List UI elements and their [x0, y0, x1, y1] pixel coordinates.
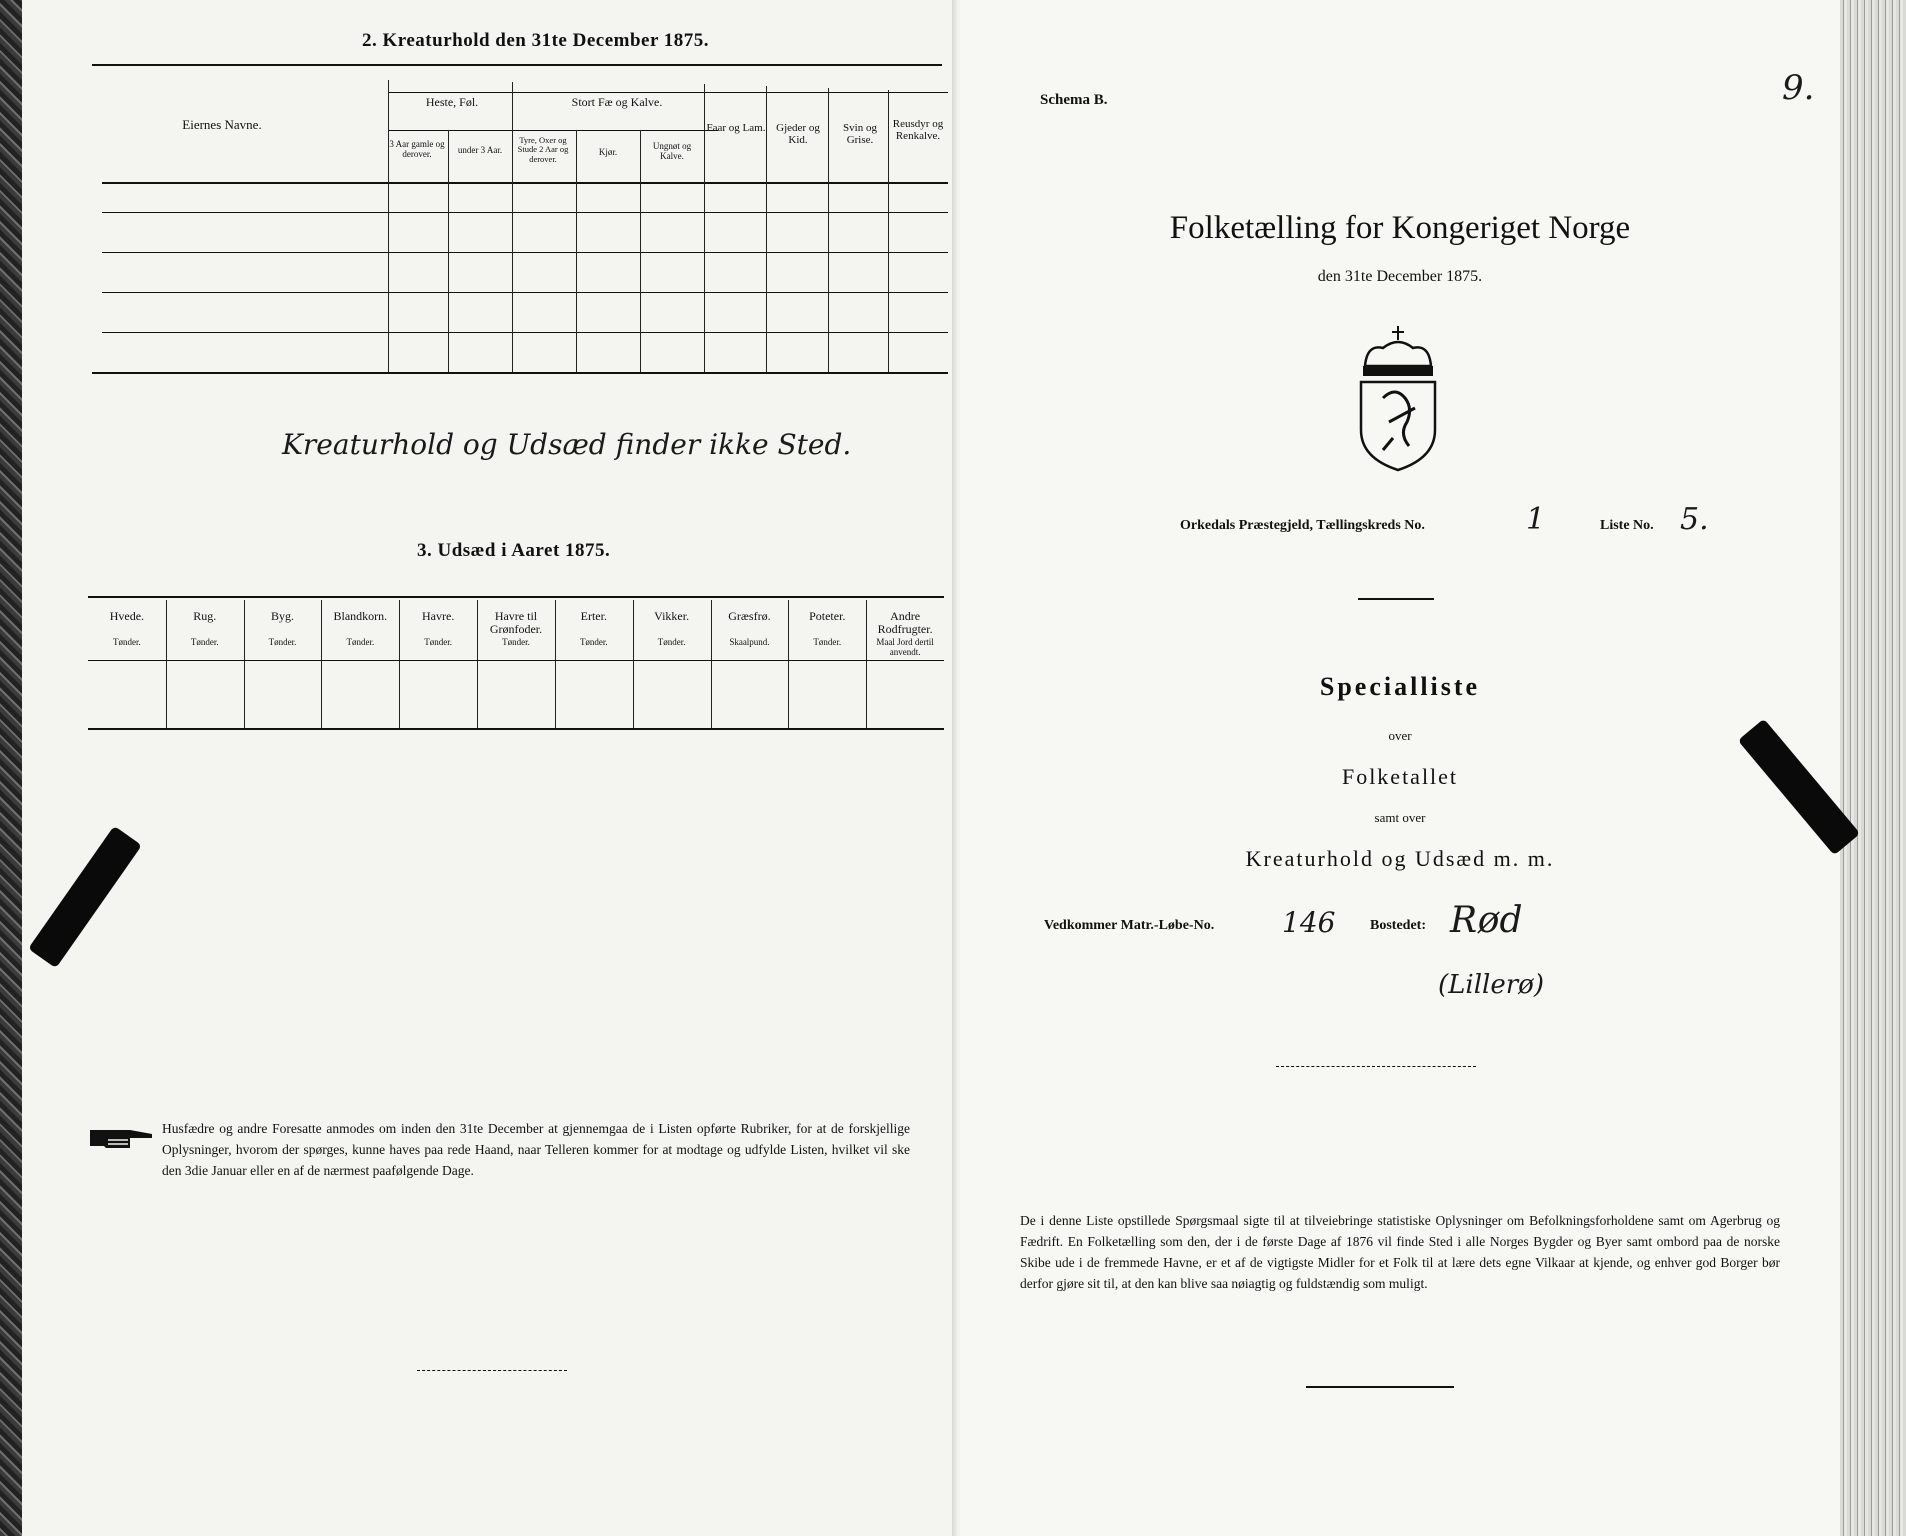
livestock-text: Kreaturhold og Udsæd m. m.	[1245, 846, 1555, 871]
seed-col-unit: Maal Jord dertil anvendt.	[876, 637, 934, 657]
col-cattle: Stort Fæ og Kalve.	[571, 95, 663, 109]
matr-label: Vedkommer Matr.-Løbe-No.	[1044, 918, 1215, 933]
col-owner-names: Eiernes Navne.	[182, 117, 262, 132]
census-title: Folketælling for Kongeriget Norge	[1169, 210, 1631, 246]
seed-col-header: Græsfrø.	[728, 609, 771, 623]
census-date: den 31te December 1875.	[1317, 268, 1483, 285]
rule	[92, 64, 942, 66]
residence-name: Rød	[1450, 900, 1523, 941]
col-goats: Gjeder og Kid.	[776, 122, 820, 147]
col-divider	[244, 600, 245, 728]
col-divider	[888, 90, 889, 372]
seed-col-unit: Tønder.	[502, 637, 530, 647]
col-divider	[633, 600, 634, 728]
table-row	[102, 212, 948, 213]
district-number: 1	[1526, 502, 1546, 537]
seed-col-unit: Tønder.	[657, 637, 686, 647]
col-divider	[704, 84, 705, 372]
special-list-title: Specialliste	[1319, 672, 1481, 701]
parish-label: Orkedals Præstegjeld, Tællingskreds No.	[1180, 518, 1425, 533]
rule	[88, 596, 944, 598]
col-divider	[166, 600, 167, 728]
seed-col-unit: Skaalpund.	[729, 637, 770, 647]
col-divider	[576, 130, 577, 372]
rule	[1306, 1386, 1454, 1388]
seed-col-header: Andre Rodfrugter.	[877, 609, 933, 637]
seed-col-unit: Tønder.	[579, 637, 608, 647]
seed-section-title: 3. Udsæd i Aaret 1875.	[417, 540, 611, 561]
seed-col-header: Rug.	[193, 609, 217, 623]
col-divider	[512, 82, 513, 372]
footer-paragraph: De i denne Liste opstillede Spørgsmaal sigte til at tilveiebringe statistiske Oplysninger om Befolkningsforholdene samt om Agerbrug og Fædrift. En Folketælling som den, der i de første Dage af 1876 vil finde Sted i alle Norges Bygder og Byer samt ombord paa de norske Skibe ude i de fremmede Havne, er et af de vigtigste Midler for et Folk til at lære dets egne Vilkaar at kjende, og enhver god Borger bør derfor gjøre sit til, at den kan blive saa nøiagtig og fuldstændig som muligt.	[1020, 1213, 1780, 1291]
col-cattle-cows: Kjør.	[598, 147, 618, 157]
seed-col-header: Poteter.	[809, 609, 846, 623]
col-horses-young: under 3 Aar.	[457, 145, 503, 155]
schema-label: Schema B.	[1040, 92, 1108, 108]
rule	[88, 660, 944, 661]
seed-col-header: Havre til Grønfoder.	[489, 609, 543, 637]
over-text: over	[1388, 728, 1412, 743]
rule	[1358, 598, 1434, 600]
col-divider	[828, 88, 829, 372]
seed-col-unit: Tønder.	[268, 637, 297, 647]
col-cattle-oxen: Tyre, Oxer og Stude 2 Aar og derover.	[517, 135, 569, 164]
col-divider	[388, 80, 389, 372]
rule	[417, 1370, 567, 1371]
page-edges	[1840, 0, 1906, 1536]
col-horses: Heste, Føl.	[425, 95, 479, 109]
rule	[102, 182, 948, 184]
seed-col-header: Erter.	[580, 609, 607, 623]
marbled-cover-edge	[0, 0, 24, 1536]
seed-col-header: Byg.	[271, 609, 295, 623]
seed-col-unit: Tønder.	[346, 637, 375, 647]
table-row	[102, 332, 948, 333]
livestock-section-title: 2. Kreaturhold den 31te December 1875.	[362, 30, 710, 51]
rule	[92, 372, 948, 374]
col-divider	[399, 600, 400, 728]
col-reindeer: Reusdyr og Renkalve.	[892, 118, 944, 143]
col-divider	[448, 130, 449, 372]
rule	[1276, 1066, 1476, 1067]
table-row	[102, 252, 948, 253]
seed-col-unit: Tønder.	[190, 637, 219, 647]
col-divider	[711, 600, 712, 728]
left-page	[22, 0, 960, 1536]
col-horses-old: 3 Aar gamle og derover.	[389, 139, 445, 159]
col-pigs: Svin og Grise.	[843, 122, 877, 147]
col-divider	[321, 600, 322, 728]
handwritten-note: Kreaturhold og Udsæd finder ikke Sted.	[282, 428, 852, 461]
also-over-text: samt over	[1374, 810, 1426, 825]
col-sheep: Faar og Lam.	[706, 122, 766, 134]
matr-number: 146	[1282, 906, 1336, 939]
population-text: Folketallet	[1341, 764, 1459, 789]
coat-of-arms-icon	[1353, 326, 1443, 472]
col-divider	[555, 600, 556, 728]
rule	[388, 130, 718, 131]
seed-col-header: Blandkorn.	[333, 609, 388, 623]
list-number: 5.	[1680, 502, 1709, 537]
right-page	[960, 0, 1840, 1536]
list-label: Liste No.	[1600, 518, 1654, 533]
col-cattle-young: Ungnøt og Kalve.	[652, 141, 692, 161]
seed-col-unit: Tønder.	[813, 637, 842, 647]
seed-col-header: Hvede.	[109, 609, 145, 623]
seed-col-header: Havre.	[422, 609, 455, 623]
col-divider	[640, 130, 641, 372]
rule	[88, 728, 944, 730]
notice-paragraph: Husfædre og andre Foresatte anmodes om inden den 31te December at gjennemgaa de i Listen opførte Rubriker, for at de forskjellige Oplysninger, hvorom der spørges, kunne haves paa rede Haand, naar Telleren kommer for at modtage og udfylde Listen, hvilket vil ske den 3die Januar eller en af de nærmest paafølgende Dage.	[162, 1121, 910, 1178]
col-divider	[477, 600, 478, 728]
seed-col-unit: Tønder.	[113, 637, 141, 647]
seed-col-unit: Tønder.	[424, 637, 453, 647]
seed-col-header: Vikker.	[654, 609, 690, 623]
page-number: 9.	[1782, 68, 1815, 108]
pointing-hand-icon	[90, 1122, 156, 1152]
col-divider	[788, 600, 789, 728]
residence-label: Bostedet:	[1370, 918, 1426, 933]
table-row	[102, 292, 948, 293]
col-divider	[766, 86, 767, 372]
rule	[388, 92, 948, 93]
residence-subname: (Lillerø)	[1438, 970, 1544, 1000]
col-divider	[866, 600, 867, 728]
